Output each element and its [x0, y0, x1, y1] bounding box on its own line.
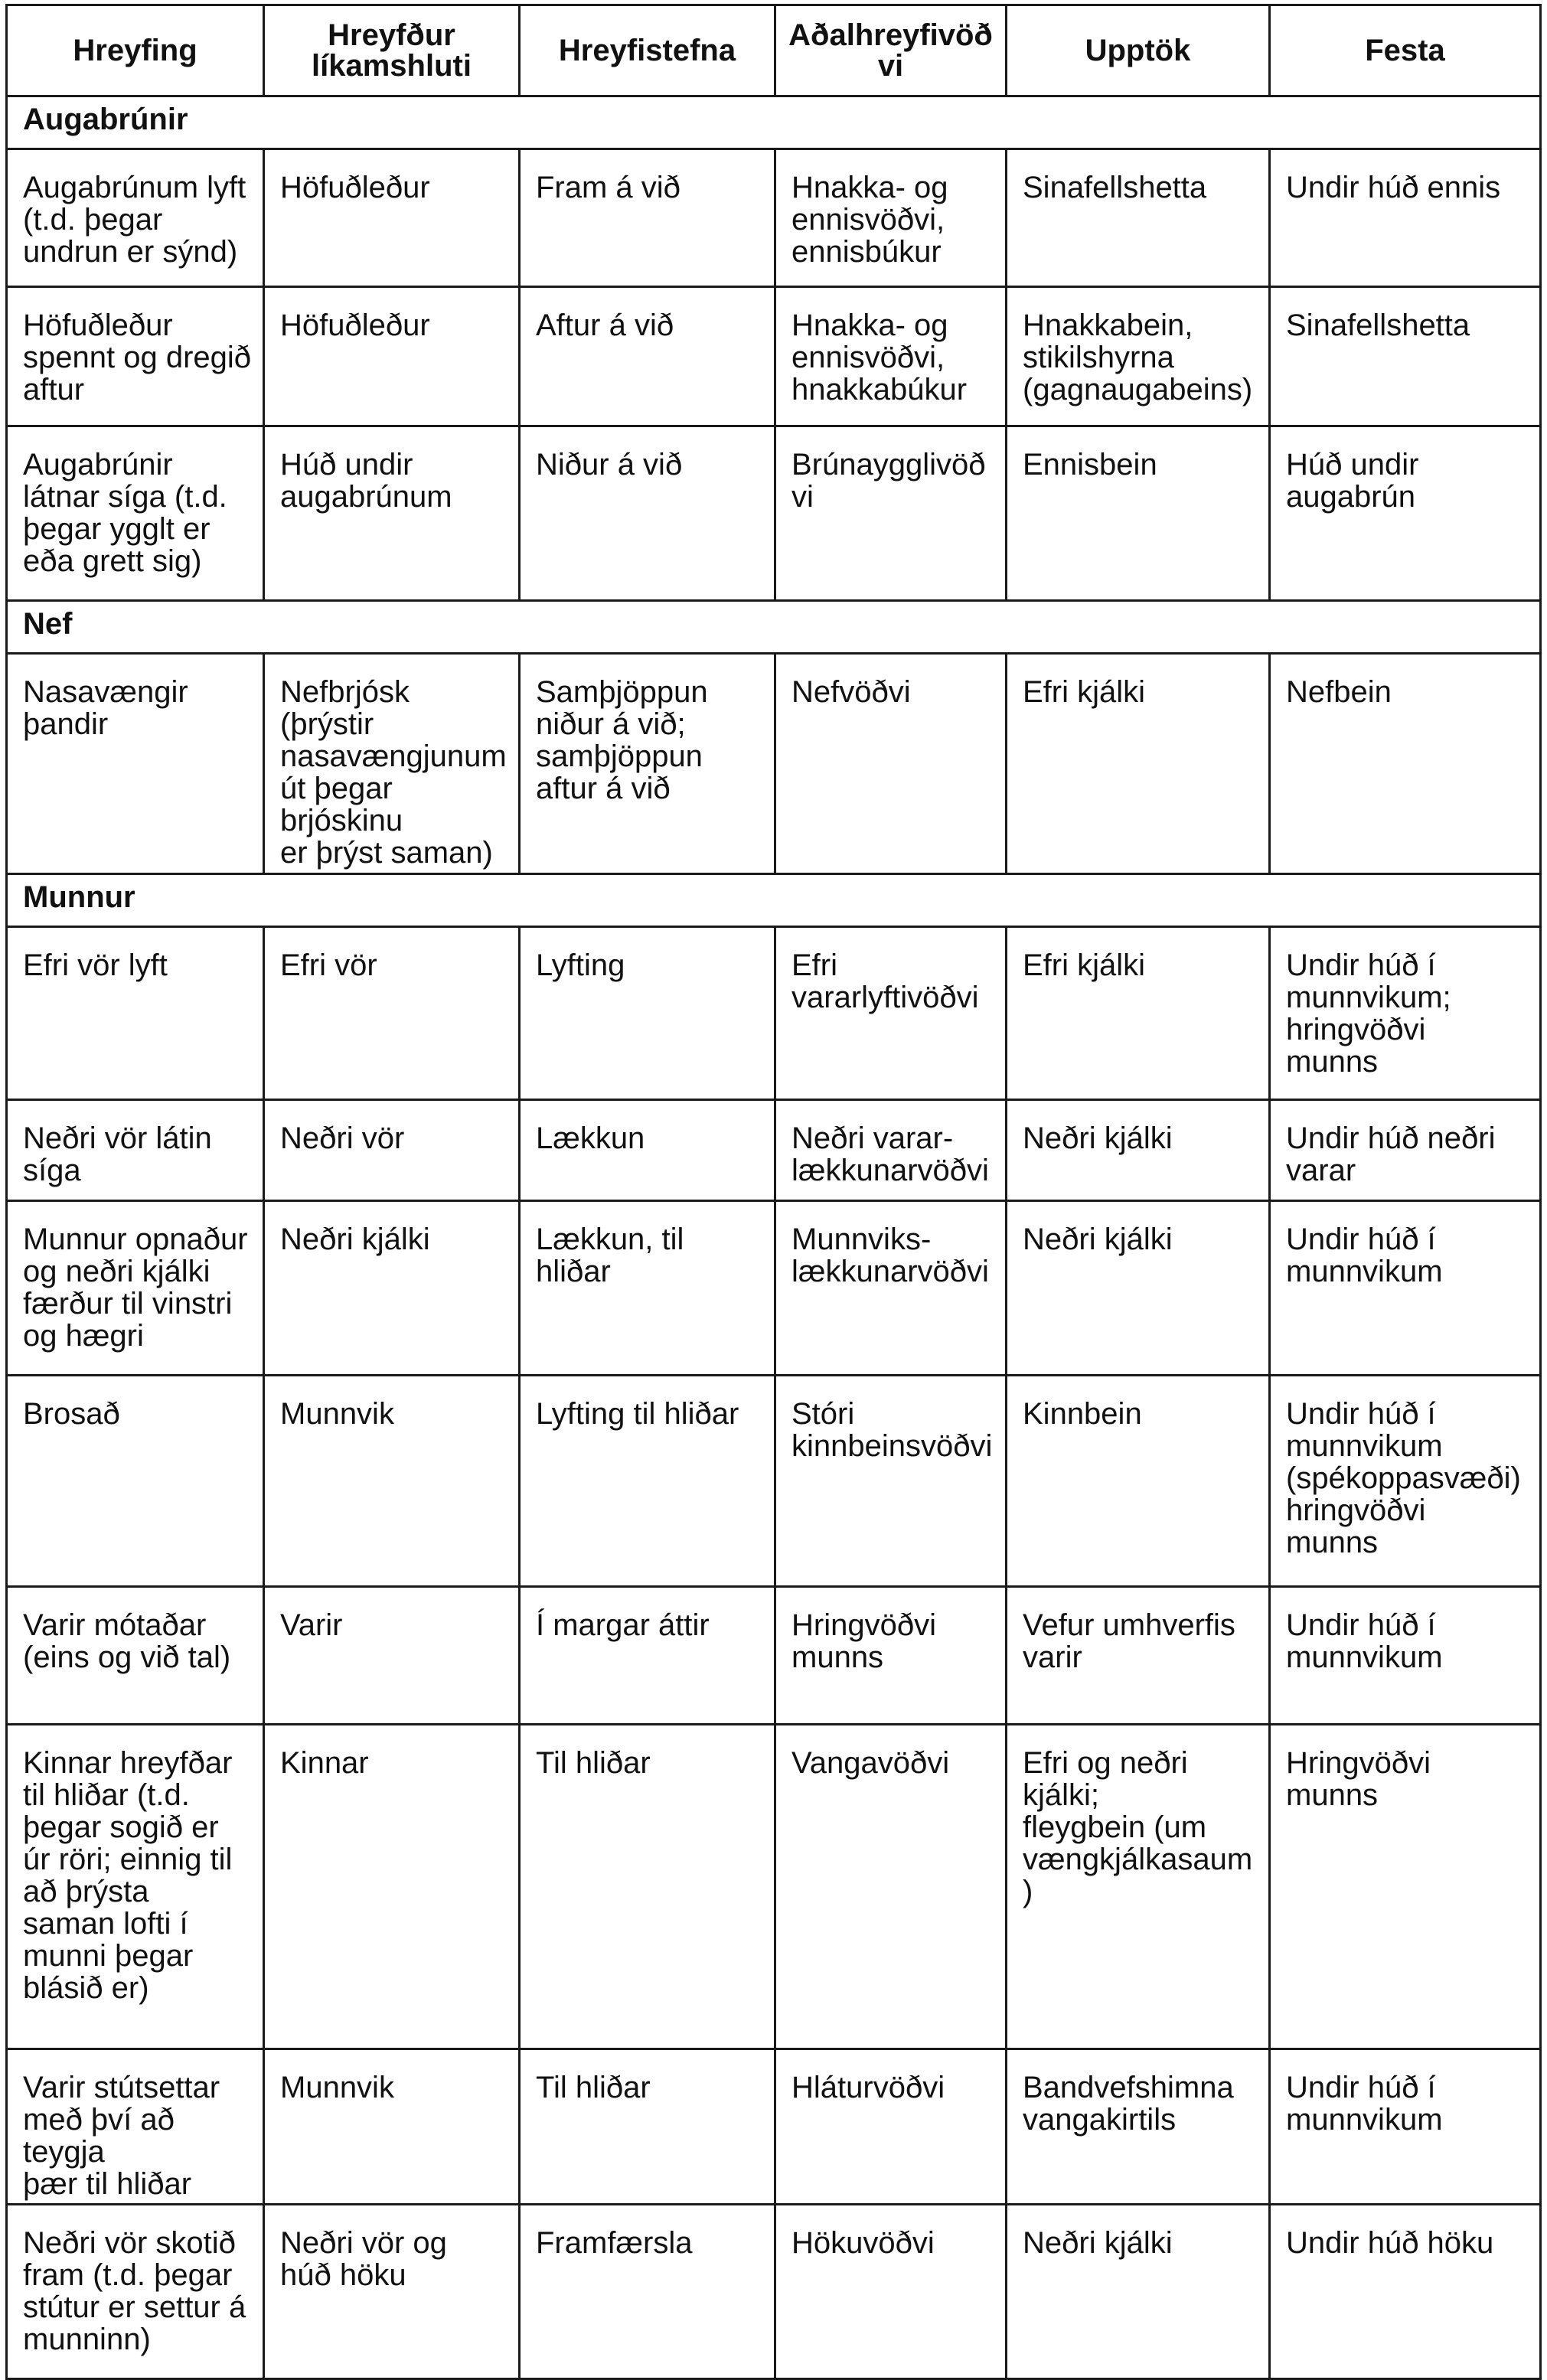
cell-text: Undir húð í munnvikum [1286, 2071, 1443, 2137]
cell-prime-mover [775, 654, 1007, 874]
cell-body-part [264, 654, 520, 874]
cell-text: Höfuðleður [280, 309, 430, 342]
section-heading: Augabrúnir [7, 96, 1541, 149]
cell-body-part [264, 1201, 520, 1376]
cell-movement [7, 1725, 264, 2049]
cell-text: Vangavöðvi [791, 1746, 950, 1780]
cell-body-part [264, 426, 520, 601]
cell-body-part [264, 287, 520, 426]
header-movement: Hreyfing [7, 5, 264, 96]
cell-text: Höfuðleður [280, 171, 430, 204]
cell-direction [520, 149, 775, 287]
cell-text: Lækkun [536, 1121, 645, 1155]
cell-text: Sinafellshetta [1286, 309, 1470, 342]
cell-origin [1007, 1376, 1270, 1587]
cell-origin [1007, 654, 1270, 874]
cell-movement [7, 1587, 264, 1725]
cell-text: Hökuvöðvi [791, 2226, 935, 2260]
cell-movement [7, 426, 264, 601]
cell-text: Undir húð í munnvikum [1286, 1223, 1443, 1288]
cell-text: Munnviks- lækkunarvöðvi [791, 1223, 989, 1288]
cell-text: Framfærsla [536, 2226, 693, 2260]
cell-text: Til hliðar [536, 1746, 651, 1780]
cell-text: Höfuðleður spennt og dregið aftur [23, 309, 252, 406]
cell-text: Hnakka- og ennisvöðvi, ennisbúkur [791, 171, 948, 269]
cell-insertion [1270, 1201, 1541, 1376]
cell-text: Munnvik [280, 1397, 394, 1431]
cell-prime-mover [775, 426, 1007, 601]
cell-direction [520, 1201, 775, 1376]
section-row [7, 874, 1541, 927]
table-row [7, 426, 1541, 601]
cell-text: Nefvöðvi [791, 675, 911, 709]
cell-text: Neðri vör og húð höku [280, 2226, 447, 2292]
table-row [7, 2049, 1541, 2205]
muscle-movement-table [5, 4, 1542, 2380]
table-row [7, 149, 1541, 287]
cell-origin [1007, 1201, 1270, 1376]
header-body-part: Hreyfður líkamshluti [264, 5, 520, 96]
cell-text: Hláturvöðvi [791, 2071, 945, 2104]
cell-text: Bandvefshimna vangakirtils [1023, 2071, 1234, 2137]
cell-text: Kinnar [280, 1746, 369, 1780]
cell-text: Í margar áttir [536, 1608, 710, 1642]
cell-body-part [264, 1100, 520, 1201]
cell-text: Efri kjálki [1023, 948, 1146, 982]
cell-movement [7, 287, 264, 426]
cell-text: Hringvöðvi munns [1286, 1746, 1431, 1812]
cell-text: Undir húð höku [1286, 2226, 1494, 2260]
cell-text: Augabrúnir látnar síga (t.d. þegar ygglt er eða grett sig) [23, 448, 227, 578]
table-row [7, 1201, 1541, 1376]
cell-text: Augabrúnum lyft (t.d. þegar undrun er sýnd) [23, 171, 246, 269]
table-body [7, 96, 1541, 2379]
cell-insertion [1270, 927, 1541, 1100]
cell-text: Vefur umhverfis varir [1023, 1608, 1235, 1674]
cell-movement [7, 2205, 264, 2379]
cell-body-part [264, 927, 520, 1100]
cell-text: Brosað [23, 1397, 120, 1431]
cell-movement [7, 654, 264, 874]
cell-text: Varir mótaðar (eins og við tal) [23, 1608, 231, 1674]
cell-text: Aftur á við [536, 309, 674, 342]
cell-origin [1007, 1725, 1270, 2049]
cell-text: Neðri kjálki [1023, 2226, 1173, 2260]
section-row [7, 601, 1541, 654]
cell-text: Til hliðar [536, 2071, 651, 2104]
header-row [7, 5, 1541, 96]
table-row [7, 1587, 1541, 1725]
cell-body-part [264, 1376, 520, 1587]
cell-text: Neðri vör látin síga [23, 1121, 212, 1187]
cell-text: Kinnar hreyfðar til hliðar (t.d. þegar sogið er úr röri; einnig til að þrýsta saman lofti í munni þegar blásið er) [23, 1746, 233, 2005]
cell-body-part [264, 2049, 520, 2205]
cell-prime-mover [775, 2049, 1007, 2205]
cell-prime-mover [775, 2205, 1007, 2379]
cell-text: Samþjöppun niður á við; samþjöppun aftur á við [536, 675, 708, 805]
header-prime-mover: Aðalhreyfivöðvi [775, 5, 1007, 96]
cell-text: Undir húð ennis [1286, 171, 1501, 204]
cell-origin [1007, 927, 1270, 1100]
cell-text: Brúnaygglivöðvi [791, 448, 986, 514]
cell-direction [520, 2205, 775, 2379]
cell-text: Hnakka- og ennisvöðvi, hnakkabúkur [791, 309, 968, 406]
cell-text: Neðri vör [280, 1121, 405, 1155]
cell-insertion [1270, 1725, 1541, 2049]
cell-text: Húð undir augabrún [1286, 448, 1419, 514]
table-row [7, 287, 1541, 426]
cell-prime-mover [775, 149, 1007, 287]
cell-origin [1007, 426, 1270, 601]
cell-insertion [1270, 149, 1541, 287]
cell-text: Neðri vör skotið fram (t.d. þegar stútur er settur á munninn) [23, 2226, 246, 2356]
cell-origin [1007, 2049, 1270, 2205]
cell-direction [520, 2049, 775, 2205]
cell-movement [7, 149, 264, 287]
cell-insertion [1270, 2205, 1541, 2379]
cell-prime-mover [775, 1201, 1007, 1376]
cell-text: Ennisbein [1023, 448, 1157, 482]
cell-origin [1007, 2205, 1270, 2379]
cell-text: Neðri varar- lækkunarvöðvi [791, 1121, 989, 1187]
cell-text: Nasavængir þandir [23, 675, 188, 741]
cell-text: Sinafellshetta [1023, 171, 1207, 204]
cell-direction [520, 1100, 775, 1201]
cell-body-part [264, 1725, 520, 2049]
header-origin: Upptök [1007, 5, 1270, 96]
cell-text: Efri vararlyftivöðvi [791, 948, 979, 1014]
cell-text: Efri kjálki [1023, 675, 1146, 709]
cell-text: Munnvik [280, 2071, 394, 2104]
cell-direction [520, 654, 775, 874]
cell-insertion [1270, 654, 1541, 874]
cell-text: Fram á við [536, 171, 680, 204]
cell-insertion [1270, 287, 1541, 426]
cell-prime-mover [775, 1376, 1007, 1587]
table-row [7, 654, 1541, 874]
cell-movement [7, 927, 264, 1100]
cell-text: Varir [280, 1608, 343, 1642]
cell-text: Varir stútsettar með því að teygja þær til hliðar [23, 2071, 220, 2201]
cell-prime-mover [775, 927, 1007, 1100]
table-row [7, 927, 1541, 1100]
cell-direction [520, 1725, 775, 2049]
cell-direction [520, 287, 775, 426]
cell-text: Nefbein [1286, 675, 1392, 709]
cell-insertion [1270, 1376, 1541, 1587]
table-row [7, 2205, 1541, 2379]
cell-text: Stóri kinnbeinsvöðvi [791, 1397, 993, 1463]
cell-body-part [264, 149, 520, 287]
cell-direction [520, 927, 775, 1100]
cell-text: Lyfting [536, 948, 625, 982]
cell-text: Hringvöðvi munns [791, 1608, 936, 1674]
cell-text: Efri og neðri kjálki; fleygbein (um vængkjálkasaum) [1023, 1746, 1253, 1908]
table-row [7, 1725, 1541, 2049]
cell-direction [520, 426, 775, 601]
cell-movement [7, 1100, 264, 1201]
cell-origin [1007, 1100, 1270, 1201]
cell-text: Húð undir augabrúnum [280, 448, 452, 514]
cell-text: Neðri kjálki [1023, 1121, 1173, 1155]
cell-text: Efri vör [280, 948, 377, 982]
cell-direction [520, 1587, 775, 1725]
cell-insertion [1270, 1587, 1541, 1725]
cell-insertion [1270, 426, 1541, 601]
table-row [7, 1376, 1541, 1587]
table-row [7, 1100, 1541, 1201]
header-insertion: Festa [1270, 5, 1541, 96]
cell-prime-mover [775, 1100, 1007, 1201]
cell-movement [7, 1376, 264, 1587]
cell-text: Lækkun, til hliðar [536, 1223, 684, 1288]
cell-origin [1007, 1587, 1270, 1725]
cell-direction [520, 1376, 775, 1587]
cell-prime-mover [775, 287, 1007, 426]
cell-insertion [1270, 1100, 1541, 1201]
cell-text: Neðri kjálki [280, 1223, 430, 1256]
cell-text: Nefbrjósk (þrýstir nasavængjunum út þegar brjóskinu er þrýst saman) [280, 675, 507, 870]
cell-movement [7, 1201, 264, 1376]
cell-text: Lyfting til hliðar [536, 1397, 739, 1431]
header-direction: Hreyfistefna [520, 5, 775, 96]
cell-prime-mover [775, 1587, 1007, 1725]
cell-text: Munnur opnaður og neðri kjálki færður til vinstri og hægri [23, 1223, 248, 1353]
cell-text: Niður á við [536, 448, 683, 482]
section-row [7, 96, 1541, 149]
section-heading: Munnur [7, 874, 1541, 927]
cell-text: Undir húð neðri varar [1286, 1121, 1496, 1187]
cell-text: Undir húð í munnvikum (spékoppasvæði) hringvöðvi munns [1286, 1397, 1521, 1559]
cell-body-part [264, 2205, 520, 2379]
cell-insertion [1270, 2049, 1541, 2205]
section-heading: Nef [7, 601, 1541, 654]
cell-text: Undir húð í munnvikum; hringvöðvi munns [1286, 948, 1451, 1079]
cell-body-part [264, 1587, 520, 1725]
cell-text: Neðri kjálki [1023, 1223, 1173, 1256]
cell-text: Kinnbein [1023, 1397, 1142, 1431]
cell-origin [1007, 287, 1270, 426]
cell-movement [7, 2049, 264, 2205]
cell-text: Undir húð í munnvikum [1286, 1608, 1443, 1674]
cell-prime-mover [775, 1725, 1007, 2049]
cell-text: Efri vör lyft [23, 948, 168, 982]
cell-text: Hnakkabein, stikilshyrna (gagnaugabeins) [1023, 309, 1253, 406]
cell-origin [1007, 149, 1270, 287]
